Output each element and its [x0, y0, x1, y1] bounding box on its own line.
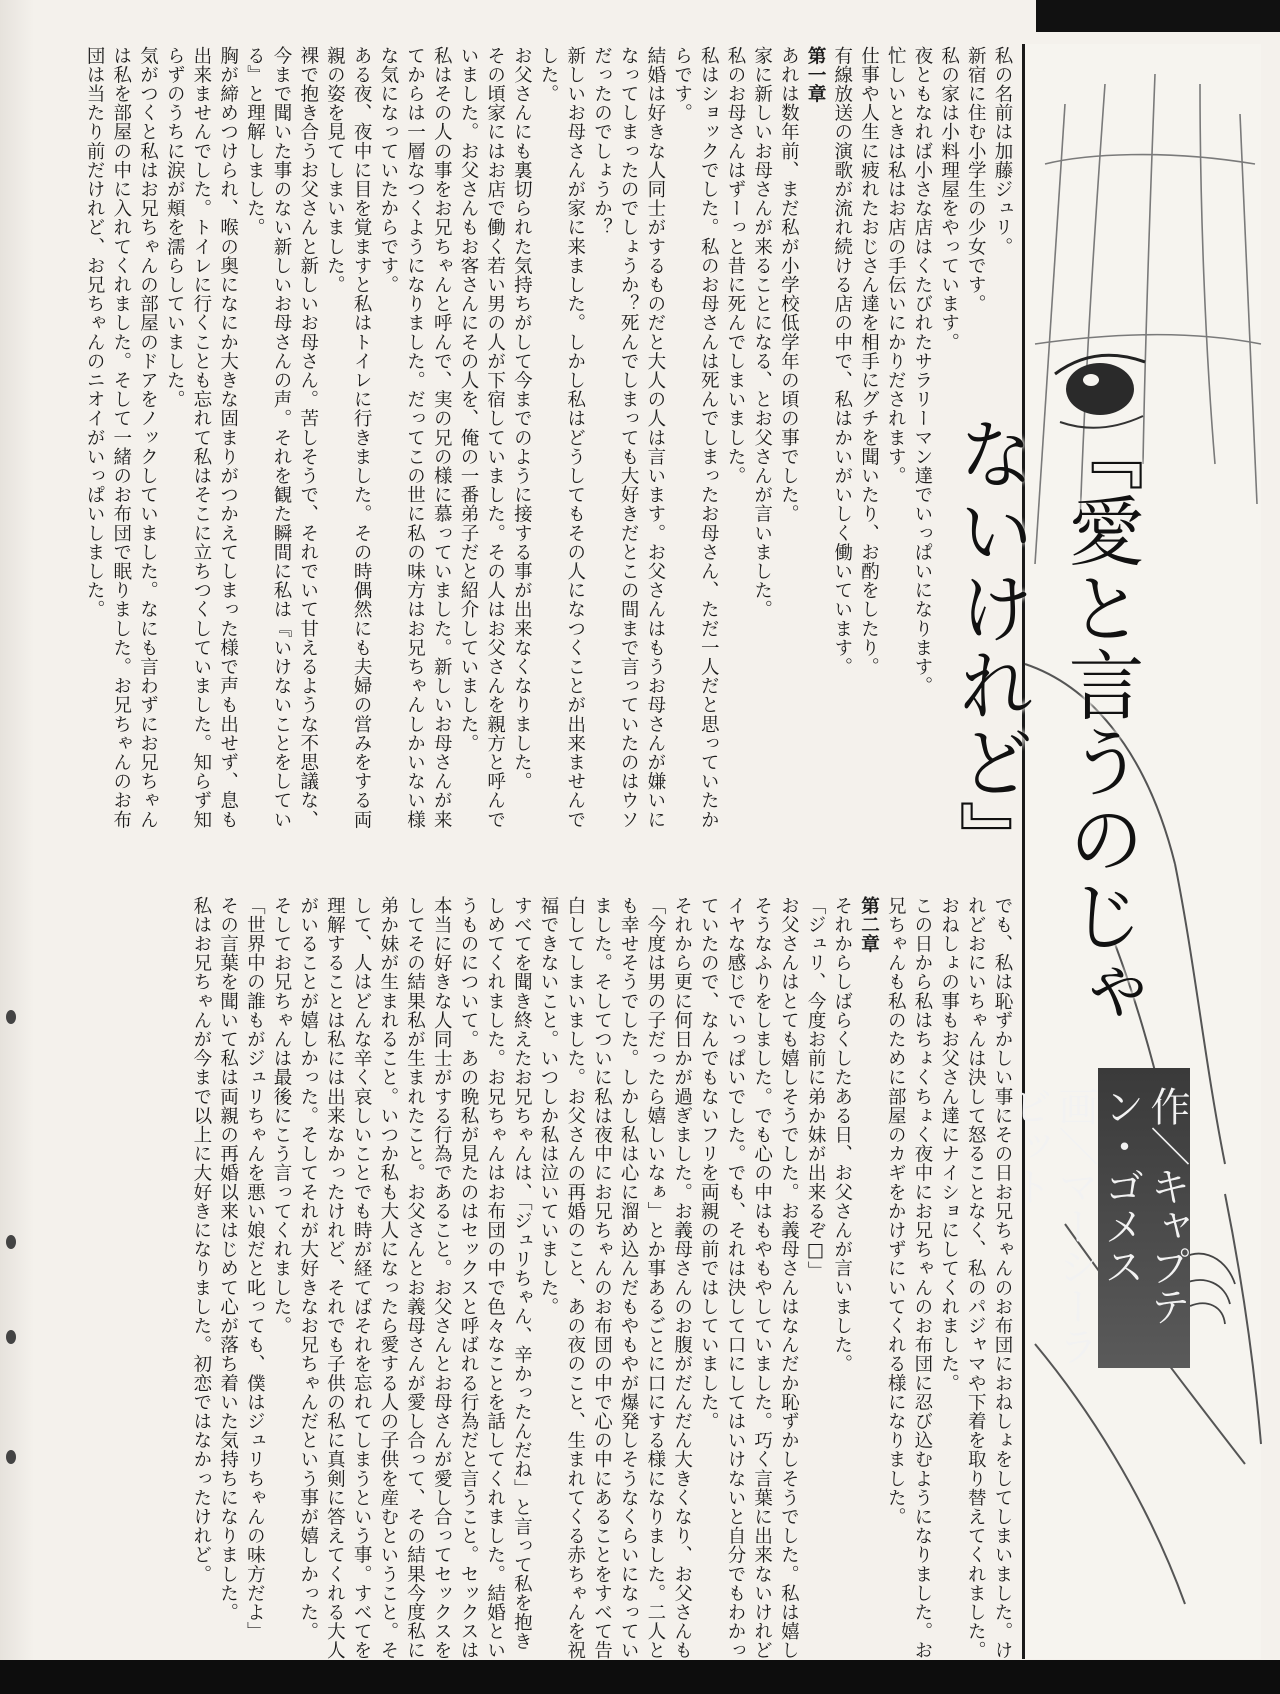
- artist-credit: 画＼マーシーラビット: [1006, 1086, 1098, 1366]
- scan-speck: [6, 1450, 16, 1464]
- paragraph: すべてを聞き終えたお兄ちゃんは、「ジュリちゃん、辛かったんだね」と言って私を抱きしめてくれました。お兄ちゃんはお布団の中で色々なことを話してくれました。結婚というものについて。あの晩私が見たのはセックスと呼ばれる行為だと言うこと。セックスは本当に好きな人同士がする行為であること。お父さんとお母さんが愛し合ってセックスをしてその結果私が生まれたこと。お父さんとお義母さんが愛し合って、その結果今度私に弟か妹が生まれること。いつか私も大人になったら愛する人の子供を産むということ。そして、人はどんな辛く哀しいことでも時が経てばそれを忘れてしまうという事。すべてを理解することは私には出来なかったけれど、それでも子供の私に真剣に答えてくれる大人がいることが嬉しかった。そしてそれが大好きなお兄ちゃんだという事が嬉しかった。: [297, 896, 533, 1660]
- chapter-heading: 第二章: [858, 896, 880, 954]
- paragraph: 仕事や人生に疲れたおじさん達を相手にグチを聞いたり、お酌をしたり。: [858, 46, 880, 677]
- paragraph: 新しいお母さんが家に来ました。しかし私はどうしてもその人になつくことが出来ませんでした。: [538, 46, 586, 830]
- scan-speck: [6, 1330, 16, 1344]
- paragraph: お父さんはとても嬉しそうでした。お義母さんはなんだか恥ずかしそうでした。私は嬉しそうなふりをしました。でも心の中はもやもやしていました。巧く言葉に出来ないけれどイヤな感じでいっぱいでした。でも、それは決して口にしてはいけないと自分でもわかっていたので、なんでもないフリを両親の前ではしていました。: [698, 896, 800, 1660]
- paragraph: その頃家にはお店で働く若い男の人が下宿していました。その人はお父さんを親方と呼んでいました。お父さんもお客さんにその人を、俺の一番弟子だと紹介していました。: [457, 46, 506, 830]
- text-column-upper: [84, 46, 1015, 836]
- paragraph: 新宿に住む小学生の少女です。: [965, 46, 987, 314]
- paragraph: 「世界中の誰もがジュリちゃんを悪い娘だと叱っても、僕はジュリちゃんの味方だよ」: [244, 896, 266, 1641]
- paragraph: でも、私は恥ずかしい事にその日お兄ちゃんのお布団におねしょをしてしまいました。けれどおにいちゃんは決して怒ることなく、私のパジャマや下着を取り替えてくれました。おねしょの事もお父さん達にナイショにしてくれました。: [938, 896, 1013, 1660]
- scan-speck: [6, 1010, 16, 1024]
- paragraph: 気がつくと私はお兄ちゃんの部屋のドアをノックしていました。なにも言わずにお兄ちゃんは私を部屋の中に入れてくれました。そして一緒のお布団で眠りました。お兄ちゃんのお布団は当たり前だけれど、お兄ちゃんのニオイがいっぱいしました。: [84, 46, 159, 830]
- chapter-heading: 第一章: [805, 46, 827, 104]
- paragraph: それから更に何日かが過ぎました。お義母さんのお腹がだんだん大きくなり、お父さんも「今度は男の子だったら嬉しいなぁ」とか事あるごとに口にする様になりました。二人とも幸せそうでした。しかし私は心に溜め込んだもやもやが爆発しそうなくらいになっていました。そしてついに私は夜中にお兄ちゃんのお布団の中で心の中にあることをすべて告白してしまいました。お父さんの再婚のこと、あの夜のこと、生まれてくる赤ちゃんを祝福できないこと。いつしか私は泣いていました。: [538, 896, 693, 1660]
- paragraph: 私の名前は加藤ジュリ。: [992, 46, 1013, 257]
- paragraph: ある夜、夜中に目を覚ますと私はトイレに行きました。その時偶然にも夫婦の営みをする両親の姿を見てしまいました。: [324, 46, 373, 830]
- scan-edge: [0, 0, 34, 1694]
- paragraph: お父さんにも裏切られた気持ちがして今までのように接する事が出来なくなりました。: [511, 46, 533, 791]
- paragraph: 「ジュリ、今度お前に弟か妹が出来るぞ□」: [805, 896, 827, 1281]
- author-credit: 作＼キャプテン・ゴメス: [1098, 1086, 1190, 1326]
- paragraph: 私のお母さんはずーっと昔に死んでしまいました。: [724, 46, 746, 486]
- paragraph: 私の家は小料理屋をやっています。: [938, 46, 960, 352]
- paragraph: 家に新しいお母さんが来ることになる、とお父さんが言いました。: [751, 46, 773, 619]
- paragraph: 忙しいときは私はお店の手伝いにかりだされます。: [885, 46, 907, 486]
- paragraph: あれは数年前、まだ私が小学校低学年の頃の事でした。: [778, 46, 800, 524]
- paragraph: 裸で抱き合うお父さんと新しいお母さん。苦しそうで、それでいて甘えるような不思議な、今まで聞いた事のない新しいお母さんの声。それを観た瞬間に私は『いけないことをしている』と理解しました。: [244, 46, 319, 830]
- paragraph: 私はお兄ちゃんが今まで以上に大好きになりました。初恋ではなかったけれど。: [190, 896, 212, 1584]
- paragraph: 胸が締めつけられ、喉の奥になにか大きな固まりがつかえてしまった様で声も出せず、息も出来ませんでした。トイレに行くことも忘れて私はそこに立ちつくしていました。知らず知らずのうちに涙が頬を濡らしていました。: [164, 46, 239, 830]
- paragraph: 私はショックでした。私のお母さんは死んでしまったお母さん、ただ一人だと思っていたからです。: [671, 46, 720, 830]
- paragraph: それからしばらくしたある日、お父さんが言いました。: [831, 896, 853, 1374]
- paragraph: そしてお兄ちゃんは最後にこう言ってくれました。: [271, 896, 293, 1336]
- paragraph: 結婚は好きな人同士がするものだと大人の人は言います。お父さんはもうお母さんが嫌いになってしまったのでしょうか？死んでしまっても大好きだとこの間まで言っていたのはウソだったのでしょうか？: [591, 46, 666, 830]
- paragraph: 夜ともなれば小さな店はくたびれたサラリーマン達でいっぱいになります。: [911, 46, 933, 696]
- credits-box: [1006, 1068, 1190, 1368]
- scan-bottom-bar: [0, 1660, 1280, 1694]
- scan-top-bar: [1036, 0, 1280, 32]
- paragraph: その言葉を聞いて私は両親の再婚以来はじめて心が落ち着いた気持ちになりました。: [217, 896, 239, 1622]
- text-column-lower: [190, 896, 1015, 1666]
- paragraph: この日から私はちょくちょく夜中にお兄ちゃんのお布団に忍び込むようになりました。お兄ちゃんも私のために部屋のカギをかけずにいてくれる様になりました。: [885, 896, 933, 1660]
- paragraph: 私はその人の事をお兄ちゃんと呼んで、実の兄の様に慕っていました。新しいお母さんが来てからは一層なつくようになりました。だってこの世に私の味方はお兄ちゃんしかいない様な気になっていたからです。: [377, 46, 453, 830]
- paragraph: 有線放送の演歌が流れ続ける店の中で、私はかいがいしく働いています。: [831, 46, 853, 677]
- scan-speck: [6, 1235, 16, 1249]
- story-title: 『愛と言うのじゃないけれど』: [946, 415, 1145, 1031]
